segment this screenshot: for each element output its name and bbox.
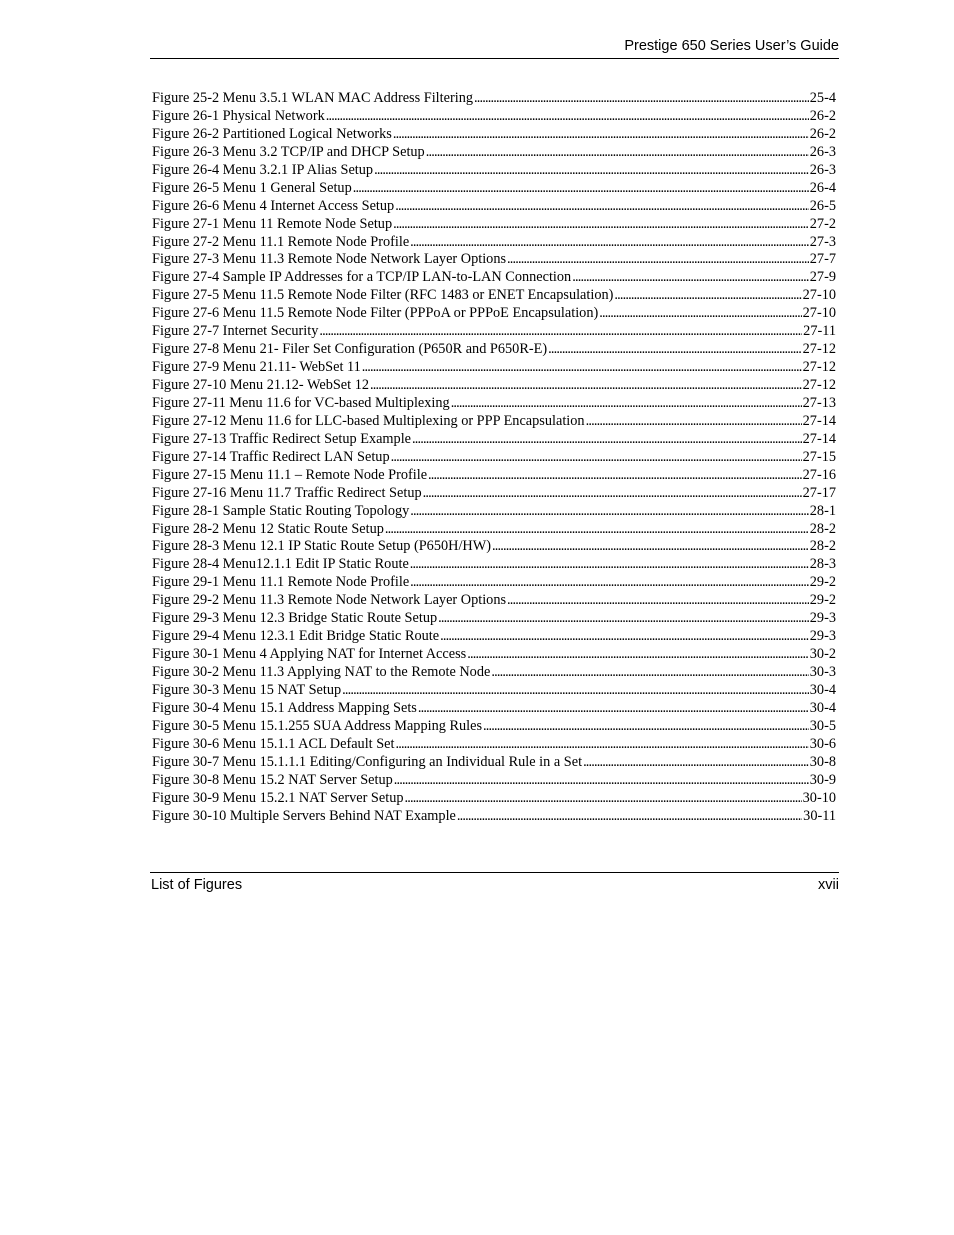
toc-entry[interactable]: [152, 341, 836, 359]
toc-entry[interactable]: [152, 718, 836, 736]
toc-entry[interactable]: [152, 628, 836, 646]
toc-entry[interactable]: [152, 736, 836, 754]
toc-entry-label: Figure 30-5 Menu 15.1.255 SUA Address Mapping Rules: [152, 717, 483, 734]
list-of-figures: [152, 90, 836, 825]
toc-dot-leader: [410, 556, 809, 574]
toc-entry-label: Figure 27-9 Menu 21.11- WebSet 11: [152, 359, 361, 376]
toc-entry[interactable]: [152, 287, 836, 305]
toc-dot-leader: [451, 395, 802, 413]
toc-entry[interactable]: [152, 395, 836, 413]
toc-entry-label: Figure 30-4 Menu 15.1 Address Mapping Sets: [152, 699, 417, 716]
toc-entry-page: 27-7: [809, 251, 836, 268]
footer-section-title: List of Figures: [151, 877, 243, 893]
toc-entry[interactable]: [152, 234, 836, 252]
toc-dot-leader: [583, 754, 809, 772]
toc-dot-leader: [405, 790, 802, 808]
toc-entry-label: Figure 28-4 Menu12.1.1 Edit IP Static Route: [152, 556, 409, 573]
toc-entry-page: 27-16: [802, 466, 836, 483]
toc-entry[interactable]: [152, 359, 836, 377]
toc-dot-leader: [491, 664, 808, 682]
toc-dot-leader: [410, 574, 809, 592]
toc-entry-page: 27-12: [802, 377, 836, 393]
toc-entry-page: 26-5: [809, 197, 836, 214]
toc-dot-leader: [474, 90, 809, 108]
toc-entry[interactable]: [152, 485, 836, 503]
toc-entry[interactable]: [152, 772, 836, 790]
toc-entry-page: 30-6: [809, 735, 836, 752]
toc-entry[interactable]: [152, 700, 836, 718]
toc-entry-page: 30-9: [809, 771, 836, 788]
toc-dot-leader: [423, 485, 802, 503]
toc-entry-label: Figure 27-16 Menu 11.7 Traffic Redirect Setup: [152, 484, 422, 501]
toc-entry-label: Figure 27-8 Menu 21- Filer Set Configuration (P650R and P650R-E): [152, 341, 548, 358]
toc-entry-label: Figure 27-4 Sample IP Addresses for a TCP/IP LAN-to-LAN Connection: [152, 269, 572, 286]
page-footer: [150, 872, 839, 897]
toc-dot-leader: [438, 610, 809, 628]
toc-dot-leader: [467, 646, 809, 664]
toc-entry-label: Figure 27-7 Internet Security: [152, 323, 319, 340]
toc-dot-leader: [374, 162, 809, 180]
toc-entry-label: Figure 30-10 Multiple Servers Behind NAT Example: [152, 807, 456, 824]
document-title: Prestige 650 Series User’s Guide: [624, 38, 839, 54]
toc-entry-label: Figure 28-3 Menu 12.1 IP Static Route Setup (P650H/HW): [152, 538, 491, 555]
toc-entry-page: 30-4: [809, 681, 836, 698]
toc-entry-page: 26-3: [809, 161, 836, 178]
toc-entry-label: Figure 27-11 Menu 11.6 for VC-based Multiplexing: [152, 394, 450, 411]
toc-entry-label: Figure 26-1 Physical Network: [152, 107, 325, 124]
toc-entry-page: 26-2: [809, 125, 836, 142]
toc-entry-page: 28-2: [809, 520, 836, 537]
toc-entry-label: Figure 27-12 Menu 11.6 for LLC-based Multiplexing or PPP Encapsulation: [152, 412, 585, 429]
toc-entry-label: Figure 28-1 Sample Static Routing Topology: [152, 502, 410, 519]
toc-entry[interactable]: [152, 108, 836, 126]
toc-entry[interactable]: [152, 449, 836, 467]
toc-entry-label: Figure 26-2 Partitioned Logical Networks: [152, 125, 392, 142]
toc-entry-label: Figure 29-2 Menu 11.3 Remote Node Network Layer Options: [152, 592, 507, 609]
toc-dot-leader: [370, 377, 802, 395]
toc-entry-label: Figure 26-4 Menu 3.2.1 IP Alias Setup: [152, 161, 374, 178]
toc-entry-page: 29-3: [809, 610, 836, 627]
toc-dot-leader: [507, 251, 809, 269]
toc-entry[interactable]: [152, 180, 836, 198]
toc-entry[interactable]: [152, 664, 836, 682]
toc-entry-page: 30-4: [809, 699, 836, 716]
toc-entry-page: 27-13: [802, 394, 836, 411]
toc-entry[interactable]: [152, 503, 836, 521]
toc-entry-label: Figure 30-1 Menu 4 Applying NAT for Internet Access: [152, 646, 467, 663]
toc-dot-leader: [391, 449, 802, 467]
toc-dot-leader: [410, 234, 809, 252]
toc-entry[interactable]: [152, 305, 836, 323]
toc-entry-page: 29-2: [809, 574, 836, 591]
toc-entry-page: 29-3: [809, 628, 836, 645]
toc-entry-page: 27-12: [802, 341, 836, 358]
toc-entry-label: Figure 27-15 Menu 11.1 – Remote Node Profile: [152, 466, 428, 483]
toc-entry-page: 28-2: [809, 538, 836, 555]
toc-entry-page: 27-14: [802, 412, 836, 429]
toc-entry-label: Figure 27-5 Menu 11.5 Remote Node Filter (RFC 1483 or ENET Encapsulation): [152, 287, 614, 304]
toc-entry-page: 30-3: [809, 664, 836, 680]
toc-dot-leader: [342, 682, 809, 700]
toc-entry[interactable]: [152, 216, 836, 234]
toc-entry[interactable]: [152, 377, 836, 395]
toc-entry[interactable]: [152, 323, 836, 341]
toc-entry-label: Figure 25-2 Menu 3.5.1 WLAN MAC Address Filtering: [152, 90, 474, 106]
toc-entry-label: Figure 27-14 Traffic Redirect LAN Setup: [152, 448, 390, 465]
toc-entry[interactable]: [152, 90, 836, 108]
toc-entry-page: 25-4: [809, 90, 836, 106]
toc-dot-leader: [412, 431, 802, 449]
toc-dot-leader: [492, 538, 809, 556]
toc-dot-leader: [395, 198, 809, 216]
toc-dot-leader: [410, 503, 809, 521]
toc-entry-page: 27-2: [809, 215, 836, 232]
toc-dot-leader: [586, 413, 802, 431]
toc-entry[interactable]: [152, 808, 836, 826]
toc-dot-leader: [457, 808, 802, 826]
toc-entry-label: Figure 27-1 Menu 11 Remote Node Setup: [152, 215, 393, 232]
toc-dot-leader: [362, 359, 802, 377]
page-header: [150, 36, 839, 59]
toc-entry-label: Figure 30-8 Menu 15.2 NAT Server Setup: [152, 771, 393, 788]
toc-dot-leader: [326, 108, 809, 126]
toc-entry-page: 28-1: [809, 502, 836, 519]
toc-entry-label: Figure 27-3 Menu 11.3 Remote Node Network Layer Options: [152, 251, 507, 268]
toc-entry-page: 27-10: [802, 287, 836, 304]
toc-entry[interactable]: [152, 556, 836, 574]
toc-entry[interactable]: [152, 251, 836, 269]
toc-entry[interactable]: [152, 162, 836, 180]
toc-entry-label: Figure 30-2 Menu 11.3 Applying NAT to the Remote Node: [152, 664, 491, 680]
toc-entry-page: 26-3: [809, 143, 836, 160]
toc-dot-leader: [548, 341, 802, 359]
toc-entry-page: 29-2: [809, 592, 836, 609]
toc-entry[interactable]: [152, 467, 836, 485]
toc-entry-label: Figure 29-4 Menu 12.3.1 Edit Bridge Static Route: [152, 628, 440, 645]
toc-entry-label: Figure 27-6 Menu 11.5 Remote Node Filter (PPPoA or PPPoE Encapsulation): [152, 305, 599, 322]
toc-entry-label: Figure 30-3 Menu 15 NAT Setup: [152, 681, 342, 698]
toc-dot-leader: [483, 718, 809, 736]
toc-entry[interactable]: [152, 682, 836, 700]
toc-dot-leader: [599, 305, 801, 323]
toc-entry-label: Figure 29-3 Menu 12.3 Bridge Static Route Setup: [152, 610, 438, 627]
toc-entry-label: Figure 28-2 Menu 12 Static Route Setup: [152, 520, 384, 537]
toc-dot-leader: [353, 180, 809, 198]
toc-entry[interactable]: [152, 538, 836, 556]
toc-dot-leader: [614, 287, 801, 305]
toc-entry[interactable]: [152, 198, 836, 216]
toc-entry[interactable]: [152, 646, 836, 664]
toc-entry[interactable]: [152, 126, 836, 144]
toc-dot-leader: [396, 736, 809, 754]
toc-dot-leader: [393, 216, 809, 234]
toc-entry-page: 26-4: [809, 179, 836, 196]
toc-entry[interactable]: [152, 574, 836, 592]
toc-entry-label: Figure 30-7 Menu 15.1.1.1 Editing/Configuring an Individual Rule in a Set: [152, 753, 583, 770]
toc-entry-page: 27-11: [803, 323, 836, 340]
toc-entry-label: Figure 29-1 Menu 11.1 Remote Node Profile: [152, 574, 410, 591]
toc-entry-page: 26-2: [809, 107, 836, 124]
toc-entry[interactable]: [152, 144, 836, 162]
toc-entry-page: 27-9: [809, 269, 836, 286]
toc-entry-label: Figure 27-10 Menu 21.12- WebSet 12: [152, 377, 369, 393]
toc-entry[interactable]: [152, 521, 836, 539]
toc-dot-leader: [319, 323, 802, 341]
toc-dot-leader: [418, 700, 809, 718]
toc-entry[interactable]: [152, 754, 836, 772]
toc-entry-page: 30-8: [809, 753, 836, 770]
toc-entry[interactable]: [152, 592, 836, 610]
toc-entry-page: 30-2: [809, 646, 836, 663]
toc-entry-page: 30-11: [803, 807, 836, 824]
toc-dot-leader: [507, 592, 809, 610]
footer-page-number: xvii: [818, 877, 839, 893]
toc-entry[interactable]: [152, 269, 836, 287]
toc-entry[interactable]: [152, 790, 836, 808]
toc-entry-label: Figure 27-2 Menu 11.1 Remote Node Profile: [152, 233, 410, 250]
toc-entry-label: Figure 27-13 Traffic Redirect Setup Example: [152, 430, 412, 447]
toc-dot-leader: [394, 772, 809, 790]
toc-entry-page: 28-3: [809, 556, 836, 573]
toc-entry-page: 27-17: [802, 484, 836, 501]
toc-dot-leader: [572, 269, 809, 287]
toc-entry[interactable]: [152, 610, 836, 628]
toc-entry-label: Figure 30-9 Menu 15.2.1 NAT Server Setup: [152, 789, 404, 806]
toc-entry-page: 27-15: [802, 448, 836, 465]
toc-dot-leader: [393, 126, 809, 144]
toc-entry-label: Figure 26-3 Menu 3.2 TCP/IP and DHCP Setup: [152, 143, 425, 160]
toc-dot-leader: [426, 144, 809, 162]
toc-entry-page: 27-14: [802, 430, 836, 447]
toc-dot-leader: [385, 521, 809, 539]
toc-entry-page: 27-10: [802, 305, 836, 322]
toc-entry-page: 30-10: [802, 789, 836, 806]
toc-entry[interactable]: [152, 413, 836, 431]
toc-dot-leader: [440, 628, 809, 646]
toc-dot-leader: [428, 467, 802, 485]
toc-entry-label: Figure 26-6 Menu 4 Internet Access Setup: [152, 197, 395, 214]
toc-entry-page: 30-5: [809, 717, 836, 734]
toc-entry[interactable]: [152, 431, 836, 449]
toc-entry-label: Figure 26-5 Menu 1 General Setup: [152, 179, 352, 196]
toc-entry-page: 27-12: [802, 359, 836, 376]
toc-entry-page: 27-3: [809, 233, 836, 250]
toc-entry-label: Figure 30-6 Menu 15.1.1 ACL Default Set: [152, 735, 395, 752]
